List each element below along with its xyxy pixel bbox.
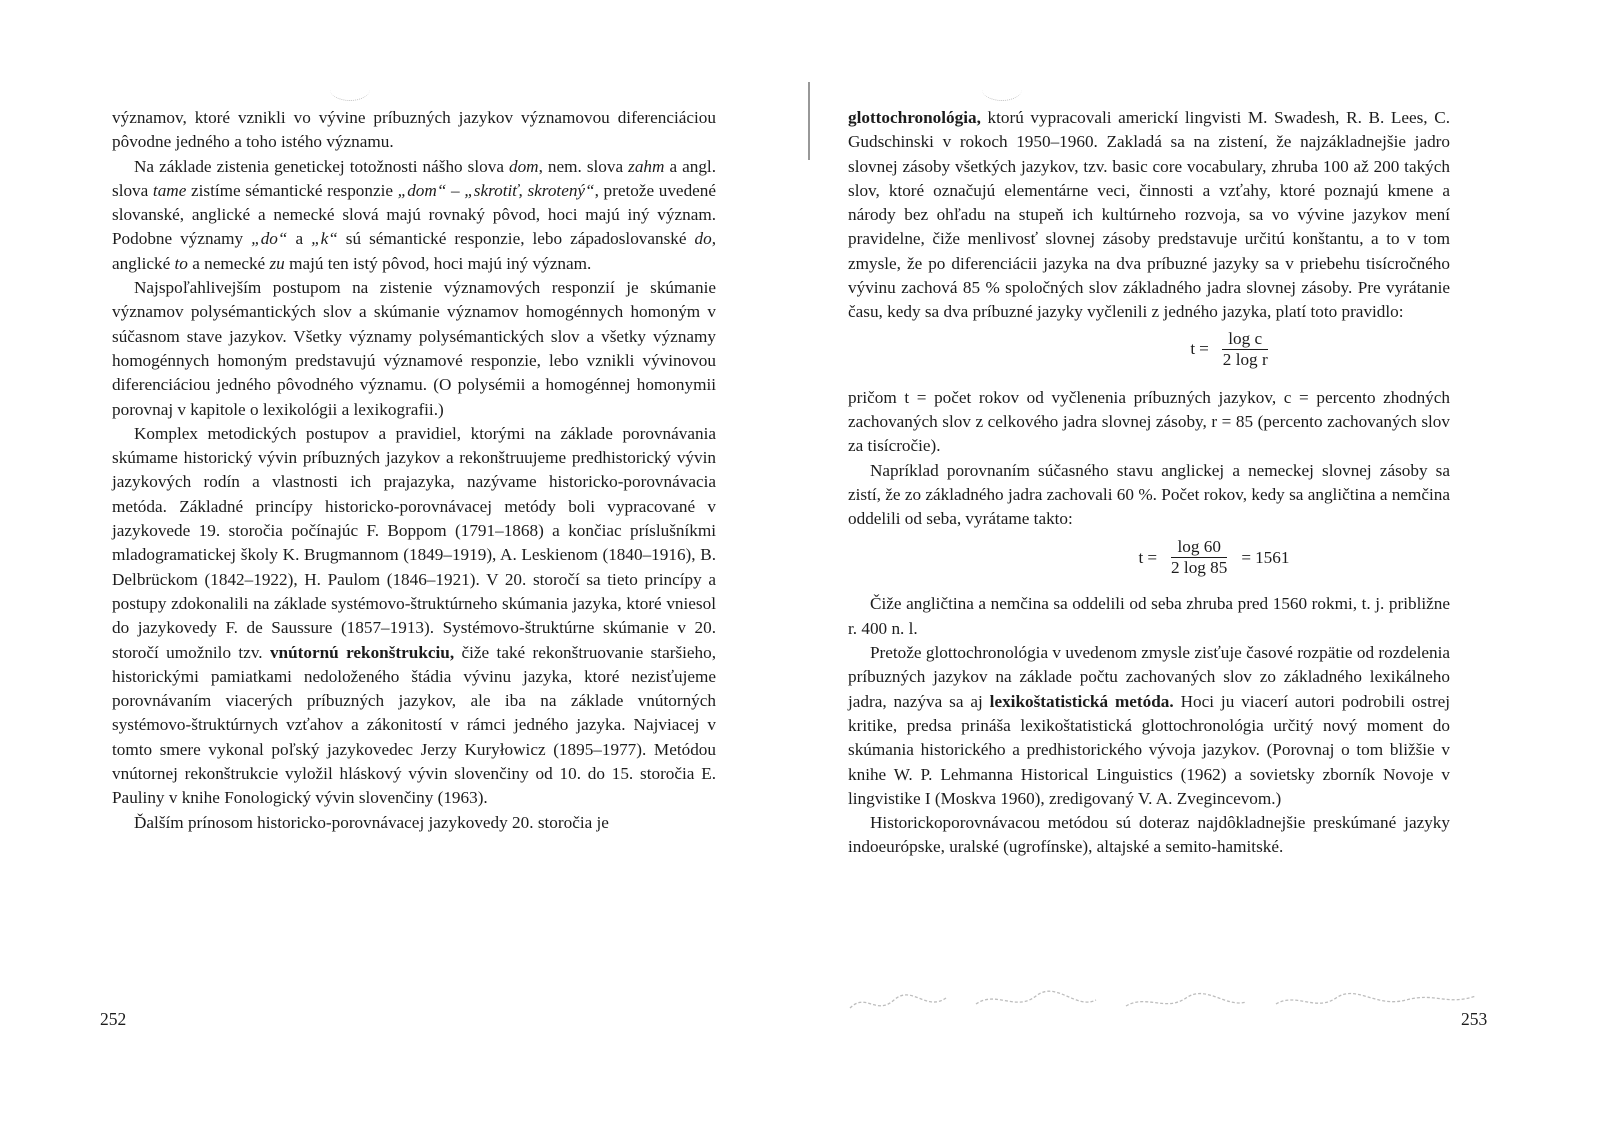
formula-numerator: log c: [1222, 329, 1268, 350]
formula-example: [978, 537, 1450, 578]
formula-equals-second: =: [1241, 547, 1252, 567]
text-run: Čiže angličtina a nemčina sa oddelili od seba zhruba pred 1560 rokmi, t. j. približne r. 400 n. l.: [848, 594, 1450, 638]
handwritten-pencil-note: [846, 982, 1486, 1022]
right-paragraphs-middle: [848, 386, 1450, 532]
text-run: a: [287, 229, 312, 249]
pencil-scribble-icon: [846, 982, 1486, 1022]
formula-denominator: 2 log 85: [1171, 558, 1228, 578]
text-run: majú ten istý pôvod, hoci majú iný význam.: [284, 253, 592, 273]
paragraph: [848, 641, 1450, 811]
left-text-column: [112, 106, 716, 835]
text-run: a nemecké: [187, 253, 270, 273]
formula-equals: =: [1147, 547, 1158, 567]
text-run: Historickoporovnávacou metódou sú doteraz najdôkladnejšie preskúmané jazyky indoeurópske, uralské (ugrofínske), altajské a semito-hamitské.: [848, 813, 1450, 857]
formula-numerator: log 60: [1171, 537, 1226, 558]
text-run: Na základe zistenia genetickej totožnosti nášho slova: [134, 156, 509, 176]
text-run: pričom t = počet rokov od vyčlenenia príbuzných jazykov, c = percento zhodných zachovaných slov z celkového jadra slovnej zásoby, r = 85 (percento zachovaných slov za tisícročie).: [848, 387, 1450, 456]
paper-smudge: [982, 78, 1022, 101]
paragraph: [848, 106, 1450, 325]
right-page: [800, 0, 1600, 1133]
paragraph: [848, 386, 1450, 459]
right-paragraphs-bottom: [848, 592, 1450, 859]
formula-equals: =: [1199, 339, 1209, 359]
paragraph: [112, 811, 716, 835]
italic-term: „dom“ – „skrotiť, skrotený“: [397, 180, 595, 200]
italic-term: „k“: [311, 229, 338, 249]
formula-result: 1561: [1255, 547, 1290, 567]
text-run: , anglické: [112, 229, 716, 273]
paragraph: [112, 106, 716, 155]
paper-smudge: [330, 78, 370, 101]
italic-term: to: [174, 253, 188, 273]
italic-term: zahm: [628, 156, 665, 176]
bold-term: glottochronológia,: [848, 108, 981, 127]
italic-term: tame: [152, 180, 187, 200]
paragraph: [112, 155, 716, 276]
paragraph: [112, 276, 716, 422]
text-run: , nem. slova: [538, 156, 629, 176]
page-number-left: 252: [100, 1009, 127, 1029]
right-text-column: [848, 106, 1450, 860]
text-run: Napríklad porovnaním súčasného stavu anglickej a nemeckej slovnej zásoby sa zistí, že zo základného jadra zachovali 60 %. Počet rokov, kedy sa angličtina a nemčina oddelili od seba, vyrátame takto:: [848, 460, 1450, 529]
text-run: významov, ktoré vznikli vo vývine príbuzných jazykov významovou diferenciáciou pôvodne jedného a toho istého významu.: [112, 108, 716, 152]
formula-fraction: [1217, 329, 1274, 370]
formula-lhs: t: [1190, 339, 1196, 359]
formula-lhs: t: [1138, 547, 1144, 567]
italic-term: dom: [508, 156, 539, 176]
paragraph: [848, 811, 1450, 860]
text-run: a angl. slova: [112, 156, 717, 200]
text-run: , pretože uvedené slovanské, anglické a nemecké slová majú rovnaký pôvod, hoci majú iný význam. Podobne významy: [112, 180, 717, 249]
formula-glottochronology: [1018, 329, 1450, 370]
paragraph: [848, 459, 1450, 532]
page-number-right: 253: [1461, 1009, 1488, 1029]
text-run: Ďalším prínosom historicko-porovnávacej jazykovedy 20. storočia je: [134, 812, 609, 832]
formula-fraction: [1165, 537, 1233, 578]
right-paragraphs-top: [848, 106, 1450, 325]
italic-term: zu: [269, 253, 285, 273]
paragraph: [112, 422, 716, 811]
bold-term: lexikoštatistická metóda.: [989, 691, 1174, 711]
italic-term: do: [694, 229, 712, 249]
text-run: Hoci ju viacerí autori podrobili ostrej kritike, predsa prináša lexikoštatistická glottochronológia určitý nový moment do skúmania historického a predhistorického vývoja jazykov. (Porovnaj o tom bližšie v knihe W. P. Lehmanna Historical Linguistics (1962) a sovietsky zborník Novoje v lingvistike I (Moskva 1960), zredigovaný V. A. Zvegincevom.): [848, 691, 1450, 808]
text-run: Najspoľahlivejším postupom na zistenie významových responzií je skúmanie významov polysémantických slov a skúmanie významov homogénnych homoným v súčasnom stave jazykov. Všetky významy polysémantických slov a všetky významy homogénnych homoným predstavujú významové responzie, lebo vznikli vývinovou diferenciáciou jedného pôvodného významu. (O polysémii a homogénnej homonymii porovnaj v kapitole o lexikológii a lexikografii.): [112, 278, 716, 419]
formula-denominator: 2 log r: [1222, 349, 1268, 369]
text-run: sú sémantické responzie, lebo západoslovanské: [337, 229, 695, 249]
bold-term: vnútornú rekonštrukciu,: [269, 642, 455, 662]
text-run: ktorú vypracovali americkí lingvisti M. Swadesh, R. B. Lees, C. Gudschinski v rokoch 1950–1960. Zakladá sa na zistení, že najzákladnejšie jadro slovnej zásoby všetkých jazykov, tzv. basic core vocabulary, zhruba 100 až 200 takých slov, ktoré označujú elementárne veci, činnosti a vzťahy, ktoré poznajú kmene a národy bez ohľadu na stupeň ich kultúrneho rozvoja, sa vo vývine jazykov mení pravidelne, čiže menlivosť slovnej zásoby predstavuje určitú konštantu, a to v tom zmysle, že po diferenciácii jazyka na dva príbuzné jazyky sa v priebehu tisícročného vývinu zachová 85 % spoločných slov základného jadra slovnej zásoby. Pre vyrátanie času, kedy sa dva príbuzné jazyky vyčlenili z jedného jazyka, platí toto pravidlo:: [848, 108, 1450, 322]
text-run: čiže také rekonštruovanie staršieho, historickými pamiatkami nedoloženého štádia vývinu jazyka, ktoré nezisťujeme porovnávaním viacerých príbuzných jazykov, ale iba na základe vnútorných systémovo-štruktúrnych vzťahov a zákonitostí v rámci jedného jazyka. Najviacej v tomto smere vykonal poľský jazykovedec Jerzy Kuryłowicz (1895–1977). Metódou vnútornej rekonštrukcie vyložil hláskový vývin slovenčiny od 10. do 15. storočia E. Pauliny v knihe Fonologický vývin slovenčiny (1963).: [112, 642, 716, 808]
italic-term: „do“: [251, 229, 288, 249]
text-run: Pretože glottochronológia v uvedenom zmysle zisťuje časové rozpätie od rozdelenia príbuzných jazykov na základe počtu zachovaných slov zo základného lexikálneho jadra, nazýva sa aj: [848, 643, 1450, 711]
text-run: Komplex metodických postupov a pravidiel, ktorými na základe porovnávania skúmame historický vývin príbuzných jazykov a rekonštruujeme predhistorický vývin jazykových rodín a vlastnosti ich prajazyka, nazývame historicko-porovnávacia metóda. Základné princípy historicko-porovnávacej metódy boli vypracované v jazykovede 19. storočia počínajúc F. Boppom (1791–1868) a končiac príslušníkmi mladogramatickej školy K. Brugmannom (1849–1919), A. Leskienom (1840–1916), B. Delbrückom (1842–1922), H. Paulom (1846–1921). V 20. storočí sa tieto princípy a postupy zdokonalili na základe systémovo-štruktúrneho skúmania jazyka, ktoré vniesol do jazykovedy F. de Saussure (1857–1913). Systémovo-štruktúrne skúmanie v 20. storočí umožnilo tzv.: [112, 423, 716, 662]
text-run: zistíme sémantické responzie: [186, 180, 398, 200]
paragraph: [848, 592, 1450, 641]
